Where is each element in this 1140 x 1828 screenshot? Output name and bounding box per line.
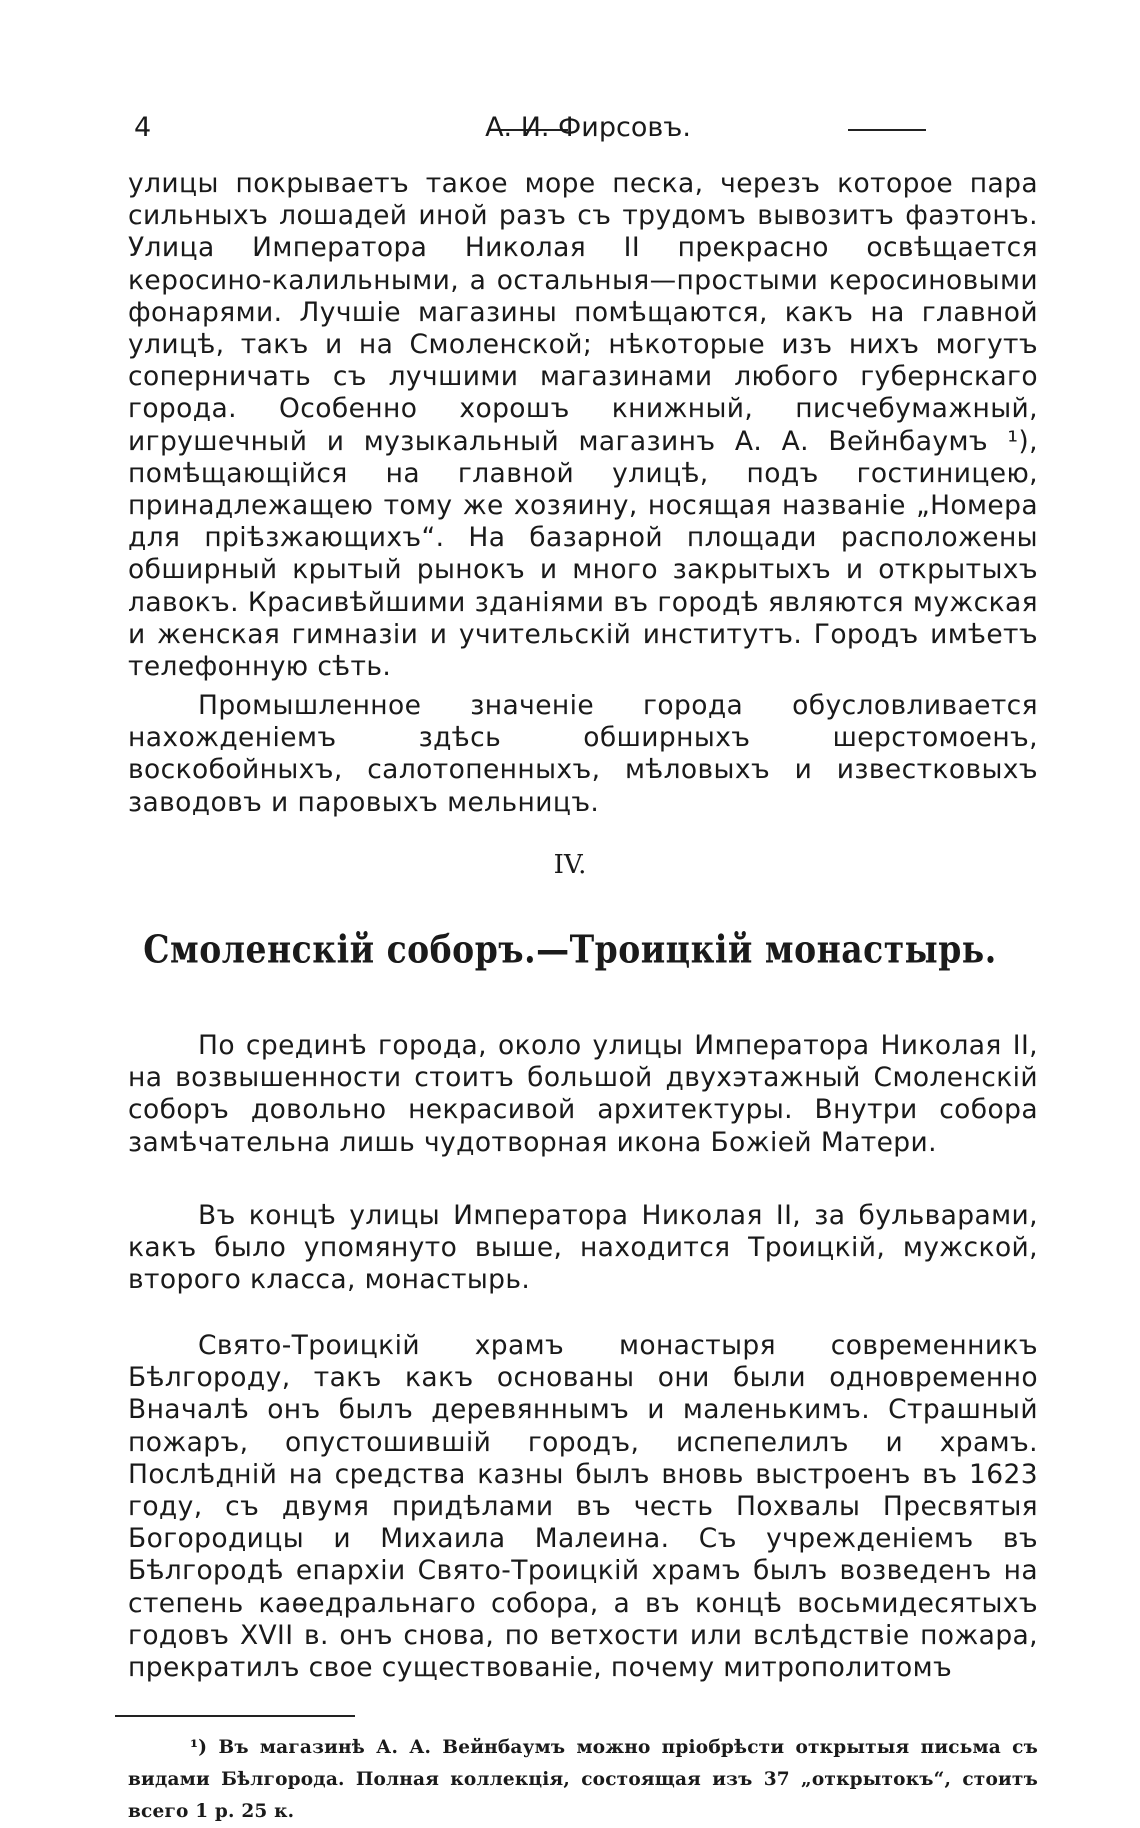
- page-number: 4: [134, 112, 152, 143]
- paragraph: По срединѣ города, около улицы Императора Николая II, на возвышенности стоитъ большой двухэтажный Смоленскій соборъ довольно некрасивой архитектуры. Внутри собора замѣчательна лишь чудотворная икона Божіей Матери.: [128, 1030, 1038, 1158]
- paragraph: Свято-Троицкій храмъ монастыря современникъ Бѣлгороду, такъ какъ основаны они были одновременно Вначалѣ онъ былъ деревяннымъ и маленькимъ. Страшный пожаръ, опустошившій городъ, испепелилъ и храмъ. Послѣдній на средства казны былъ вновь выстроенъ въ 1623 году, съ двумя придѣлами въ честь Похвалы Пресвятыя Богородицы и Михаила Малеина. Съ учрежденіемъ въ Бѣлгородѣ епархіи Свято-Троицкій храмъ былъ возведенъ на степень каѳедральнаго собора, а въ концѣ восьмидесятыхъ годовъ XVII в. онъ снова, по ветхости или вслѣдствіе пожара, прекратилъ свое существованіе, почему митрополитомъ: [128, 1330, 1038, 1684]
- footnote: [128, 1732, 1038, 1828]
- footnote-rule: [115, 1715, 355, 1717]
- section-heading: Смоленскій соборъ.—Троицкій монастырь.: [143, 927, 997, 972]
- running-head: [128, 112, 1048, 152]
- header-rule-right: [848, 129, 926, 131]
- section-number: IV.: [553, 850, 587, 880]
- paragraph: Въ концѣ улицы Императора Николая II, за бульварами, какъ было упомянуто выше, находится Троицкій, мужской, второго класса, монастырь.: [128, 1200, 1038, 1296]
- paragraph: Промышленное значеніе города обусловливается нахожденіемъ здѣсь обширныхъ шерстомоенъ, воскобойныхъ, салотопенныхъ, мѣловыхъ и известковыхъ заводовъ и паровыхъ мельницъ.: [128, 690, 1038, 818]
- footnote-marker: ¹): [190, 1737, 208, 1758]
- footnote-text: Въ магазинѣ А. А. Вейнбаумъ можно пріобрѣсти открытыя письма съ видами Бѣлгорода. Полная коллекція, состоящая изъ 37 „открытокъ“, стоитъ всего 1 р. 25 к.: [128, 1737, 1038, 1822]
- paragraph: улицы покрываетъ такое море песка, черезъ которое пара сильныхъ лошадей иной разъ съ трудомъ вывозитъ фаэтонъ. Улица Императора Николая II прекрасно освѣщается керосино-калильными, а остальныя—простыми керосиновыми фонарями. Лучшіе магазины помѣщаются, какъ на главной улицѣ, такъ и на Смоленской; нѣкоторые изъ нихъ могутъ соперничать съ лучшими магазинами любого губернскаго города. Особенно хорошъ книжный, писчебумажный, игрушечный и музыкальный магазинъ А. А. Вейнбаумъ ¹), помѣщающійся на главной улицѣ, подъ гостиницею, принадлежащею тому же хозяину, носящая названіе „Номера для пріѣзжающихъ“. На базарной площади расположены обширный крытый рынокъ и много закрытыхъ и открытыхъ лавокъ. Красивѣйшими зданіями въ городѣ являются мужская и женская гимназіи и учительскій институтъ. Городъ имѣетъ телефонную сѣть.: [128, 168, 1038, 683]
- running-title: А. И. Фирсовъ.: [485, 112, 691, 143]
